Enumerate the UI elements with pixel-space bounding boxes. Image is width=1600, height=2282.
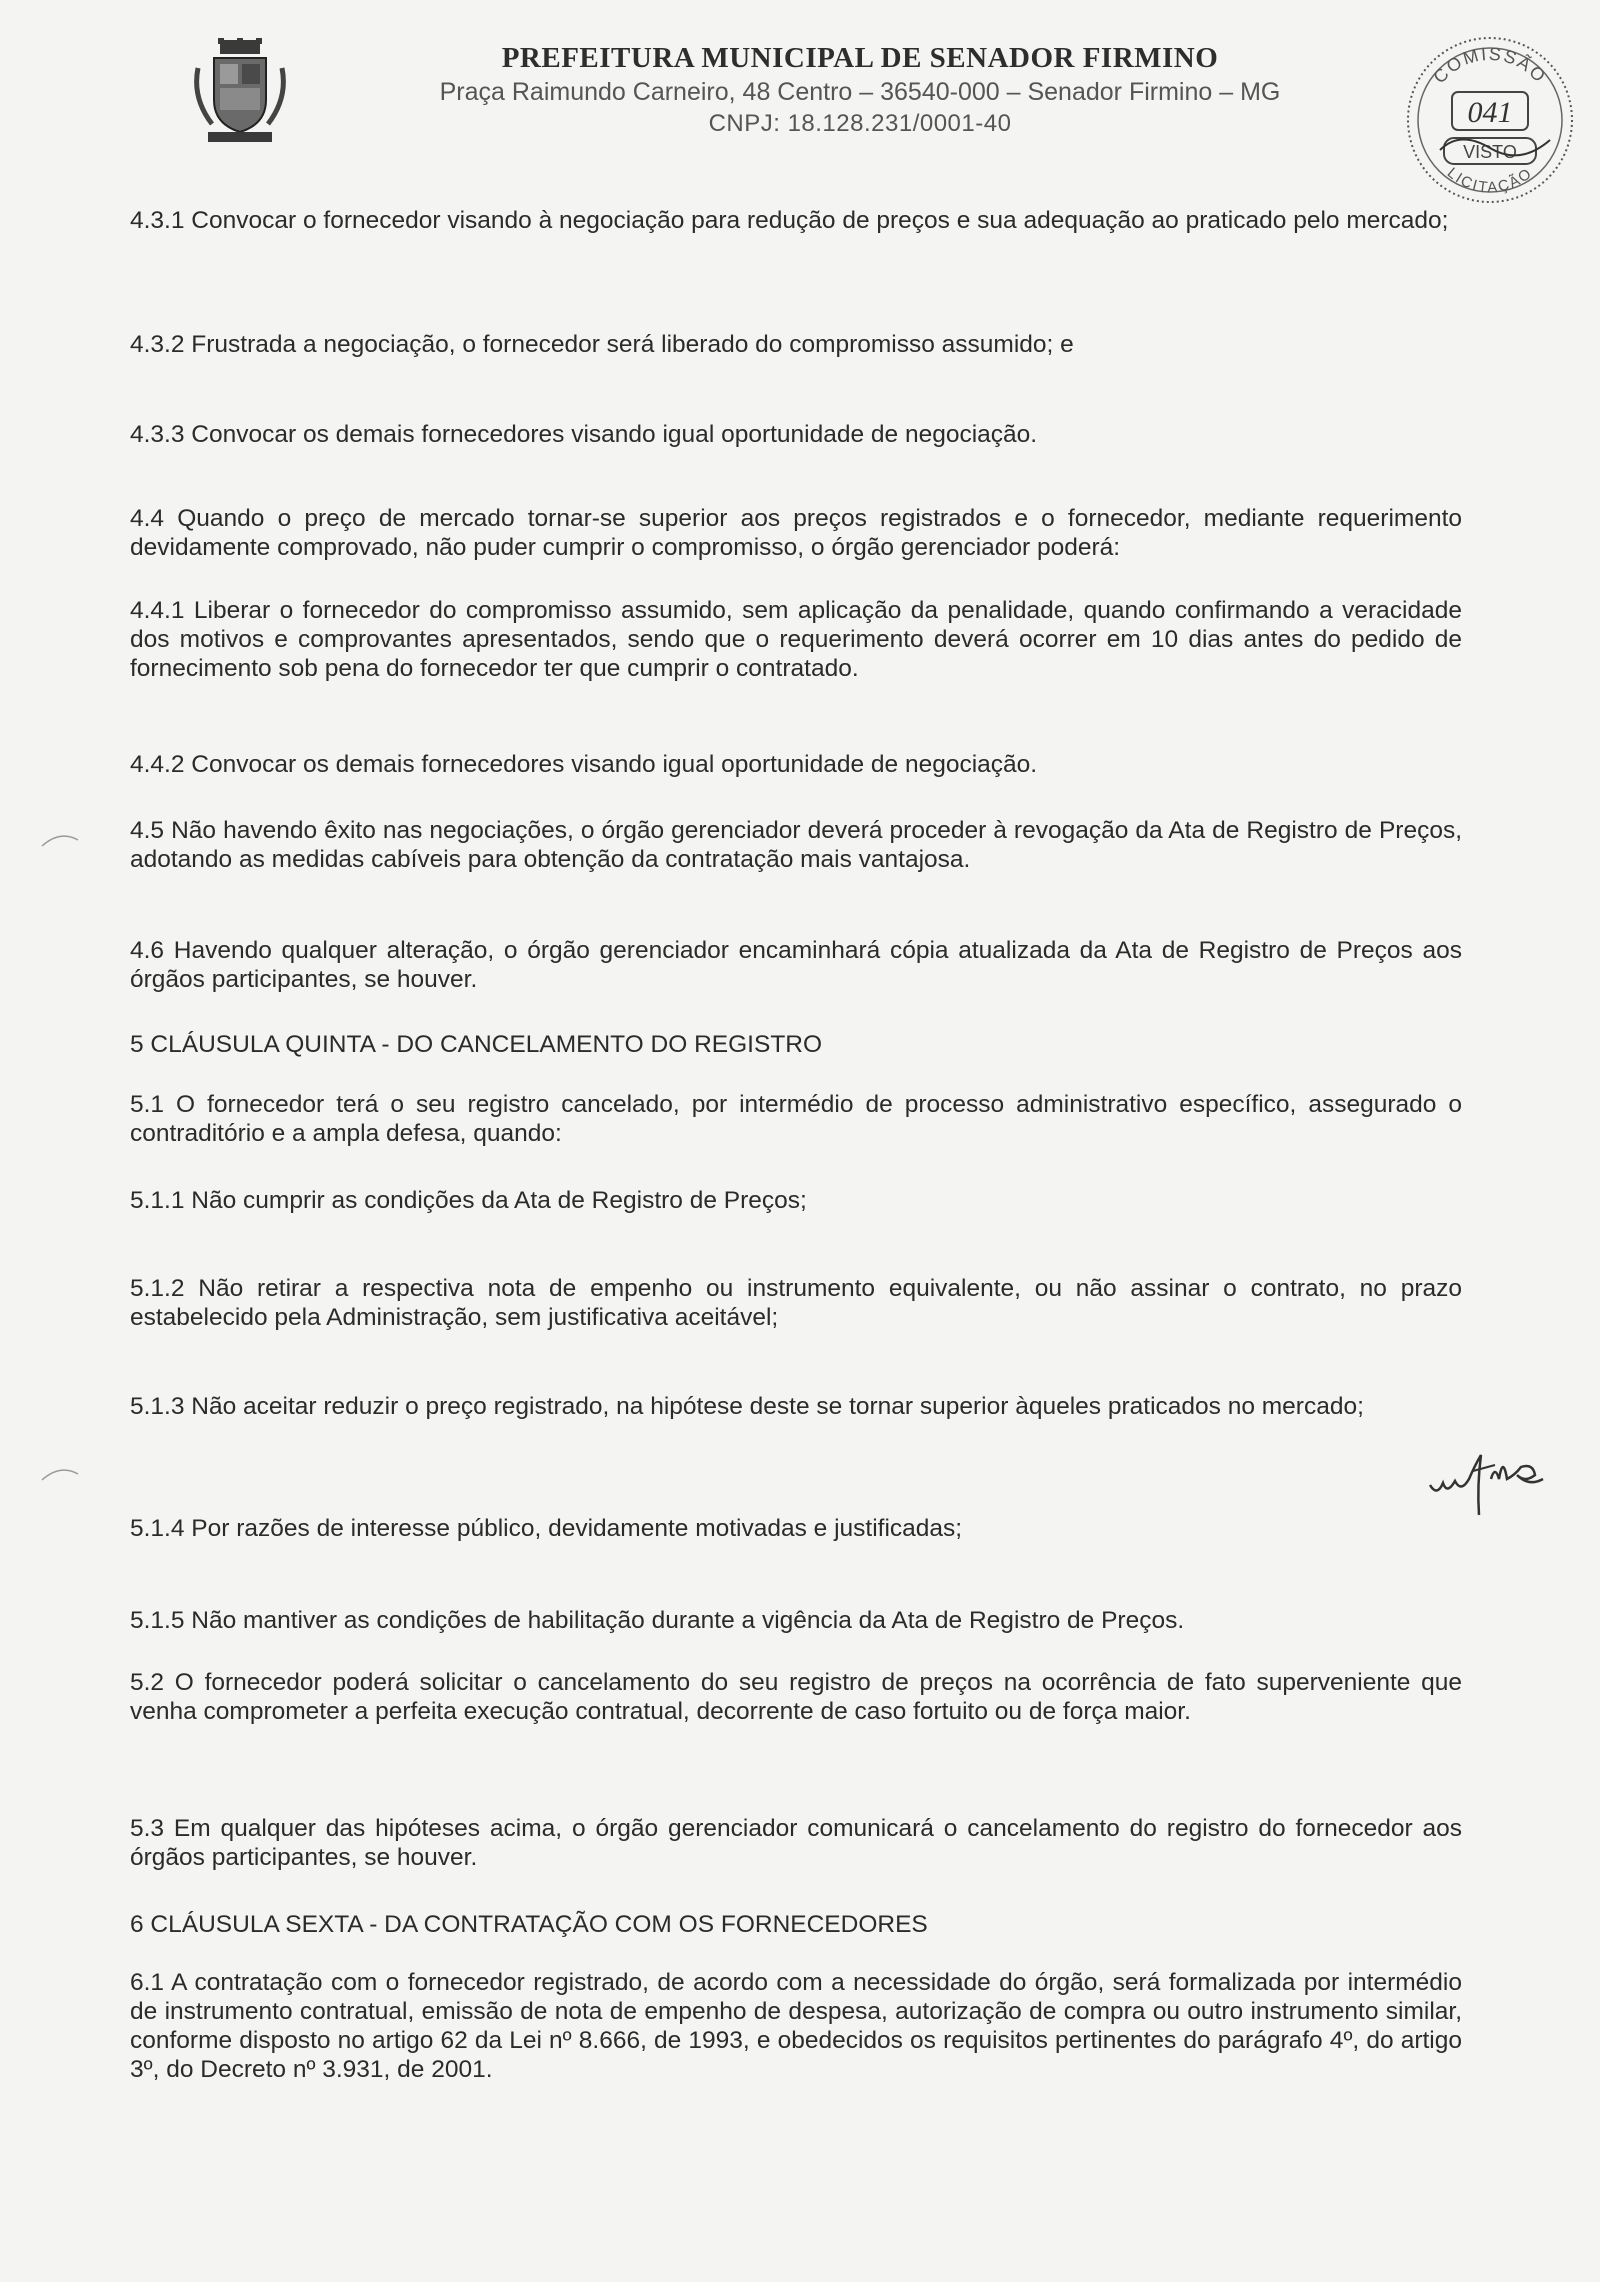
header-title: PREFEITURA MUNICIPAL DE SENADOR FIRMINO <box>501 42 1219 74</box>
paragraph-4-4: 4.4 Quando o preço de mercado tornar-se superior aos preços registrados e o fornecedor, mediante requerimento devidamente comprovado, não puder cumprir o compromisso, o órgão gerenciador poderá: <box>130 505 1462 561</box>
margin-mark <box>40 1462 80 1482</box>
paragraph-5-1-4: 5.1.4 Por razões de interesse público, devidamente motivadas e justificadas; <box>130 1515 963 1542</box>
paragraph-4-5: 4.5 Não havendo êxito nas negociações, o órgão gerenciador deverá proceder à revogação da Ata de Registro de Preços, adotando as medidas cabíveis para obtenção da contratação mais vantajosa. <box>130 817 1462 873</box>
stamp-number: 041 <box>1467 96 1513 129</box>
paragraph-4-3-2: 4.3.2 Frustrada a negociação, o fornecedor será liberado do compromisso assumido; e <box>130 331 1074 358</box>
stamp-bottom-text: LICITAÇÃO <box>1443 164 1537 197</box>
header-cnpj: CNPJ: 18.128.231/0001-40 <box>708 110 1012 137</box>
section-heading-5: 5 CLÁUSULA QUINTA - DO CANCELAMENTO DO REGISTRO <box>130 1031 823 1058</box>
paragraph-5-3: 5.3 Em qualquer das hipóteses acima, o órgão gerenciador comunicará o cancelamento do registro do fornecedor aos órgãos participantes, se houver. <box>130 1815 1462 1871</box>
paragraph-5-1: 5.1 O fornecedor terá o seu registro cancelado, por intermédio de processo administrativo específico, assegurado o contraditório e a ampla defesa, quando: <box>130 1091 1462 1147</box>
paragraph-5-2: 5.2 O fornecedor poderá solicitar o cancelamento do seu registro de preços na ocorrência de fato superveniente que venha comprometer a perfeita execução contratual, decorrente de caso fortuito ou de força maior. <box>130 1669 1462 1725</box>
paragraph-6-1: 6.1 A contratação com o fornecedor registrado, de acordo com a necessidade do órgão, será formalizada por intermédio de instrumento contratual, emissão de nota de empenho de despesa, autorização de compra ou outro instrumento similar, conforme disposto no artigo 62 da Lei nº 8.666, de 1993, e obedecidos os requisitos pertinentes do parágrafo 4º, do artigo 3º, do Decreto nº 3.931, de 2001. <box>130 1969 1462 2083</box>
paragraph-5-1-5: 5.1.5 Não mantiver as condições de habilitação durante a vigência da Ata de Registro de Preços. <box>130 1607 1185 1634</box>
svg-text:LICITAÇÃO <box>1444 164 1536 196</box>
paragraph-4-3-1: 4.3.1 Convocar o fornecedor visando à negociação para redução de preços e sua adequação ao praticado pelo mercado; <box>130 207 1449 234</box>
paragraph-4-4-2: 4.4.2 Convocar os demais fornecedores visando igual oportunidade de negociação. <box>130 751 1038 778</box>
section-heading-6: 6 CLÁUSULA SEXTA - DA CONTRATAÇÃO COM OS FORNECEDORES <box>130 1911 928 1938</box>
initials-signature <box>1425 1435 1575 1525</box>
paragraph-5-1-2: 5.1.2 Não retirar a respectiva nota de empenho ou instrumento equivalente, ou não assinar o contrato, no prazo estabelecido pela Administração, sem justificativa aceitável; <box>130 1275 1462 1331</box>
coat-of-arms-icon <box>190 38 290 148</box>
paragraph-4-4-1: 4.4.1 Liberar o fornecedor do compromisso assumido, sem aplicação da penalidade, quando confirmando a veracidade dos motivos e comprovantes apresentados, sendo que o requerimento deverá ocorrer em 10 dias antes do pedido de fornecimento sob pena do fornecedor ter que cumprir o contratado. <box>130 597 1462 682</box>
stamp-middle-text: VISTO <box>1463 142 1517 162</box>
paragraph-4-6: 4.6 Havendo qualquer alteração, o órgão gerenciador encaminhará cópia atualizada da Ata de Registro de Preços aos órgãos participantes, se houver. <box>130 937 1462 993</box>
paragraph-5-1-1: 5.1.1 Não cumprir as condições da Ata de Registro de Preços; <box>130 1187 807 1214</box>
margin-mark <box>40 828 80 848</box>
commission-stamp <box>1400 30 1580 210</box>
stamp-top-text: COMISSÃO <box>1429 43 1551 88</box>
paragraph-5-1-3: 5.1.3 Não aceitar reduzir o preço registrado, na hipótese deste se tornar superior àqueles praticados no mercado; <box>130 1393 1364 1420</box>
header-address: Praça Raimundo Carneiro, 48 Centro – 36540-000 – Senador Firmino – MG <box>439 78 1281 106</box>
paragraph-4-3-3: 4.3.3 Convocar os demais fornecedores visando igual oportunidade de negociação. <box>130 421 1038 448</box>
